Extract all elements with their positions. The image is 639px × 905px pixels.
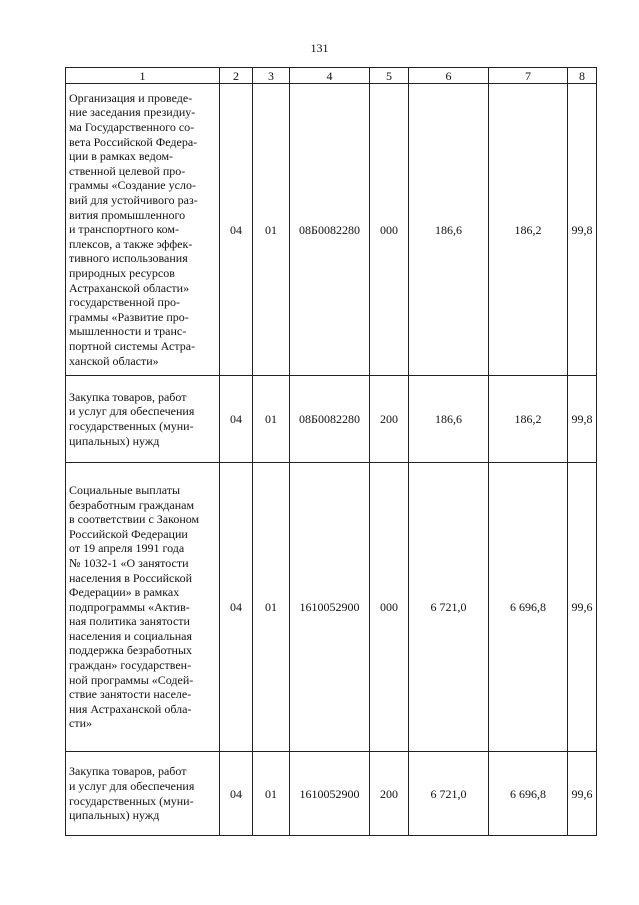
description-line: государственных (муни- <box>69 419 194 433</box>
cell-expense-type: 200 <box>370 376 409 463</box>
description-line: подпрограммы «Актив- <box>69 599 190 614</box>
description-line: вития промышленного <box>69 207 186 222</box>
header-cell: 6 <box>409 68 489 84</box>
cell-planned: 6 721,0 <box>409 752 489 836</box>
cell-executed: 186,2 <box>489 84 568 376</box>
table-row <box>66 463 597 752</box>
description-line: Российской Федерации <box>69 526 188 541</box>
header-cell: 7 <box>489 68 568 84</box>
table-row <box>66 376 597 463</box>
description-line: Организация и проведе- <box>69 90 193 105</box>
description-line: ципальных) нужд <box>69 433 160 448</box>
description-line: ния Астраханской обла- <box>69 701 192 716</box>
cell-section: 04 <box>220 463 253 752</box>
header-cell: 5 <box>370 68 409 84</box>
description-line: населения в Российской <box>69 570 193 585</box>
description-line: ции в рамках ведом- <box>69 149 174 164</box>
cell-subsection: 01 <box>253 84 290 376</box>
description-line: в соответствии с Законом <box>69 512 200 527</box>
cell-section: 04 <box>220 752 253 836</box>
description-line: Астраханской области» <box>69 280 190 295</box>
cell-executed: 186,2 <box>489 376 568 463</box>
cell-target-article: 08Б0082280 <box>290 84 370 376</box>
description-line: ханской области» <box>69 353 159 368</box>
description-line: сти» <box>69 716 92 731</box>
cell-executed: 6 696,8 <box>489 752 568 836</box>
cell-executed: 6 696,8 <box>489 463 568 752</box>
description-line: поддержка безработных <box>69 643 193 658</box>
description-line: ципальных) нужд <box>69 808 160 823</box>
cell-planned: 6 721,0 <box>409 463 489 752</box>
description-line: безработным гражданам <box>69 497 195 512</box>
description-line: природных ресурсов <box>69 265 175 280</box>
cell-expense-type: 000 <box>370 463 409 752</box>
description-line: граммы «Развитие про- <box>69 309 189 324</box>
description-line: ной программы «Содей- <box>69 672 194 687</box>
header-cell: 4 <box>290 68 370 84</box>
description-line: мышленности и транс- <box>69 324 187 339</box>
header-cell: 8 <box>568 68 597 84</box>
description-line: и услуг для обеспечения <box>69 778 195 793</box>
header-cell: 1 <box>66 68 220 84</box>
cell-planned: 186,6 <box>409 376 489 463</box>
description-line: ние заседания президиу- <box>69 105 196 120</box>
cell-expense-type: 200 <box>370 752 409 836</box>
description-line: Федерации» в рамках <box>69 585 180 600</box>
description-line: от 19 апреля 1991 года <box>69 541 185 556</box>
description-line: Закупка товаров, работ <box>69 764 187 779</box>
cell-target-article: 08Б0082280 <box>290 376 370 463</box>
description-line: граммы «Создание усло- <box>69 178 196 193</box>
page-number: 131 <box>310 41 329 55</box>
row-description <box>66 752 220 836</box>
table-header-row <box>66 68 597 84</box>
description-line: населения и социальная <box>69 628 192 643</box>
row-description <box>66 84 220 376</box>
description-line: государственных (муни- <box>69 793 194 808</box>
description-line: портной системы Астра- <box>69 338 196 353</box>
cell-subsection: 01 <box>253 463 290 752</box>
header-cell: 3 <box>253 68 290 84</box>
cell-percent: 99,8 <box>568 84 597 376</box>
description-line: Закупка товаров, работ <box>69 389 187 404</box>
description-line: ная политика занятости <box>69 614 190 629</box>
cell-percent: 99,6 <box>568 752 597 836</box>
table-row <box>66 752 597 836</box>
description-line: ма Государственного со- <box>69 120 195 135</box>
description-line: граждан» государствен- <box>69 658 192 673</box>
table-row <box>66 84 597 376</box>
description-line: вета Российской Федера- <box>69 134 198 149</box>
cell-subsection: 01 <box>253 752 290 836</box>
header-cell: 2 <box>220 68 253 84</box>
description-line: ственной целевой про- <box>69 163 186 178</box>
description-line: государственной про- <box>69 295 180 310</box>
cell-percent: 99,6 <box>568 463 597 752</box>
cell-expense-type: 000 <box>370 84 409 376</box>
cell-section: 04 <box>220 84 253 376</box>
description-line: ствие занятости населе- <box>69 687 192 702</box>
cell-section: 04 <box>220 376 253 463</box>
budget-table <box>65 67 597 836</box>
cell-subsection: 01 <box>253 376 290 463</box>
row-description <box>66 463 220 752</box>
description-line: плексов, а также эффек- <box>69 236 193 251</box>
cell-planned: 186,6 <box>409 84 489 376</box>
row-description <box>66 376 220 463</box>
description-line: вий для устойчивого раз- <box>69 193 198 208</box>
description-line: и услуг для обеспечения <box>69 404 195 419</box>
cell-target-article: 1610052900 <box>290 463 370 752</box>
cell-target-article: 1610052900 <box>290 752 370 836</box>
description-line: и транспортного ком- <box>69 222 180 237</box>
description-line: № 1032-1 «О занятости <box>69 555 189 570</box>
description-line: Социальные выплаты <box>69 482 181 497</box>
cell-percent: 99,8 <box>568 376 597 463</box>
description-line: тивного использования <box>69 251 188 266</box>
